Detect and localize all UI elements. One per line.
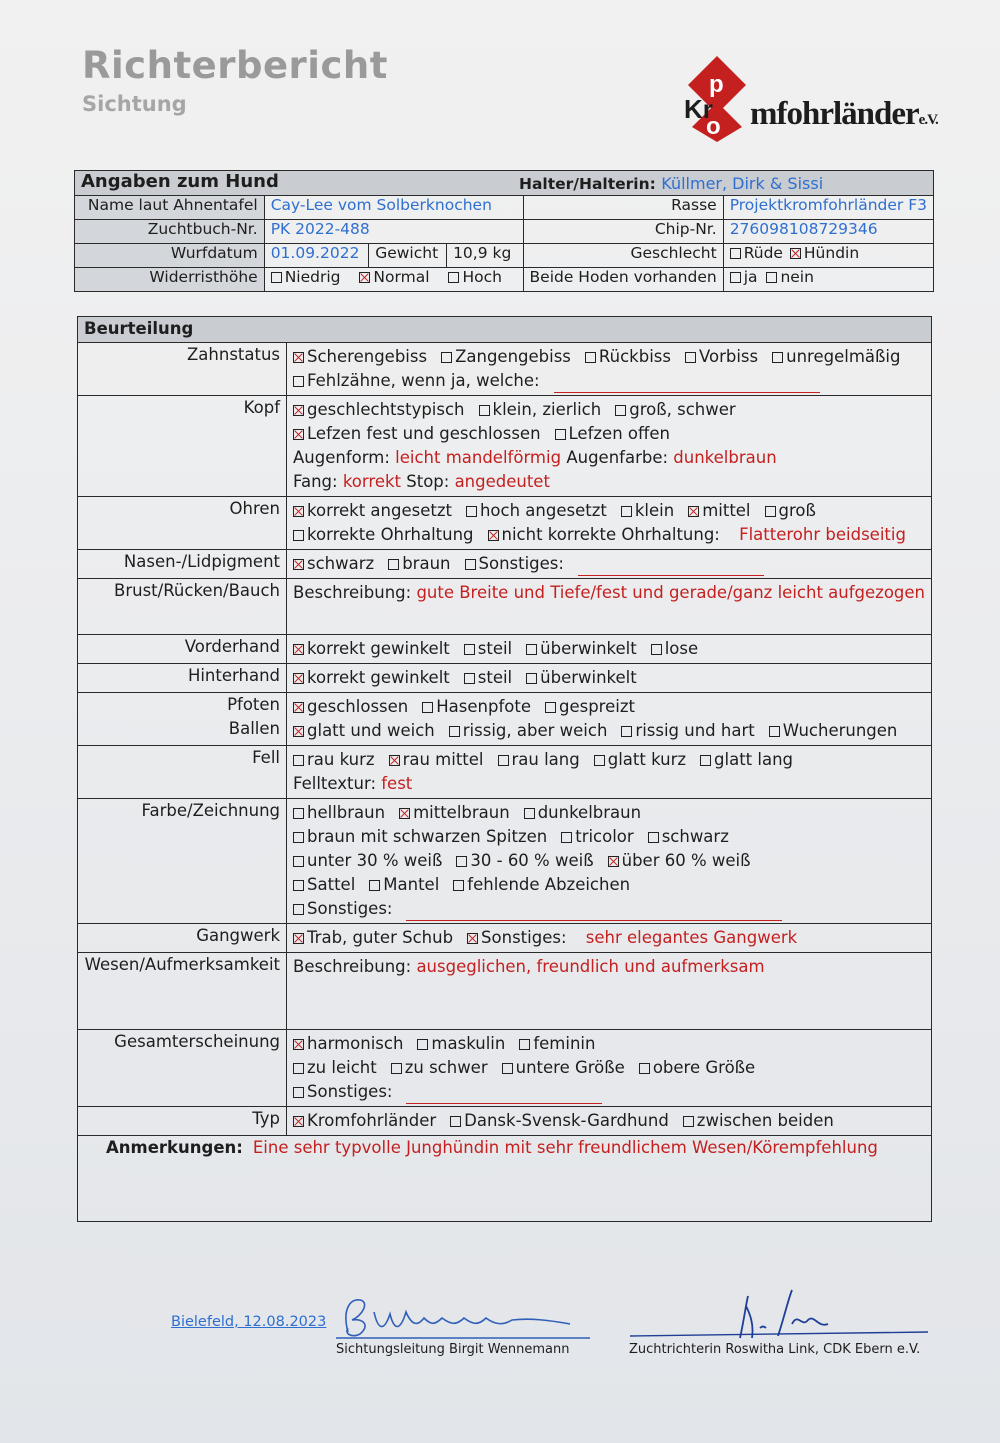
checkbox[interactable] [449, 726, 460, 737]
assessment-row-values [287, 343, 932, 396]
assessment-row [78, 497, 932, 550]
assessment-line [293, 1109, 925, 1133]
assessment-line [293, 926, 925, 950]
checkbox[interactable] [388, 559, 399, 570]
assessment-row-label [78, 579, 287, 635]
checkbox[interactable] [293, 644, 304, 655]
checkbox[interactable] [441, 352, 452, 363]
assessment-line [293, 979, 925, 1003]
checkbox[interactable] [594, 755, 605, 766]
checkbox-label: Kromfohrländer [307, 1111, 437, 1130]
checkbox[interactable] [293, 352, 304, 363]
field-value: leicht mandelförmig [395, 448, 562, 467]
checkbox[interactable] [502, 1063, 513, 1074]
checkbox-label: maskulin [431, 1034, 506, 1053]
row-label-text: Farbe/Zeichnung [141, 801, 281, 820]
assessment-line [293, 523, 925, 547]
option-niedrig-label: Niedrig [284, 268, 341, 286]
checkbox-label: zu leicht [307, 1058, 377, 1077]
blank-answer-line [554, 378, 820, 393]
checkbox[interactable] [465, 559, 476, 570]
remarks-cell [78, 1136, 932, 1222]
checkbox-label: braun [402, 554, 451, 573]
remarks-label: Anmerkungen: [106, 1138, 243, 1157]
checkbox[interactable] [369, 880, 380, 891]
checkbox[interactable] [615, 405, 626, 416]
checkbox[interactable] [293, 933, 304, 944]
signature-caption-2: Zuchtrichterin Roswitha Link, CDK Ebern e.V. [629, 1342, 921, 1357]
checkbox[interactable] [293, 880, 304, 891]
checkbox-label: geschlechtstypisch [307, 400, 465, 419]
page-subtitle: Sichtung [82, 92, 187, 116]
field-label: Augenfarbe: [561, 448, 674, 467]
row-label-text: Brust/Rücken/Bauch [114, 581, 281, 600]
assessment-row-values [287, 953, 932, 1030]
field-value: gute Breite und Tiefe/fest und gerade/ganz leicht aufgezogen [416, 583, 925, 602]
assessment-row-values [287, 579, 932, 635]
assessment-line [293, 897, 925, 921]
assessment-row [78, 1107, 932, 1136]
assessment-row [78, 953, 932, 1030]
option-hoch-label: Hoch [462, 268, 502, 286]
checkbox-label: überwinkelt [540, 639, 637, 658]
row-label-text: Vorderhand [184, 637, 281, 656]
checkbox-label: steil [477, 639, 513, 658]
zuchtbuch-label: Zuchtbuch-Nr. [75, 220, 265, 244]
zuchtbuch-value: PK 2022-488 [264, 220, 523, 244]
remarks-value: Eine sehr typvolle Junghündin mit sehr freundlichem Wesen/Körempfehlung [252, 1138, 878, 1157]
assessment-line [293, 499, 925, 523]
checkbox-label: mittel [702, 501, 751, 520]
checkbox[interactable] [479, 405, 490, 416]
checkbox[interactable] [293, 808, 304, 819]
checkbox[interactable] [422, 702, 433, 713]
assessment-row [78, 1030, 932, 1107]
field-value: angedeutet [454, 472, 550, 491]
assessment-row [78, 924, 932, 953]
checkbox-label: untere Größe [515, 1058, 625, 1077]
row-label-text: Typ [252, 1109, 281, 1128]
field-value: sehr elegantes Gangwerk [580, 928, 798, 947]
checkbox-label: Sonstiges: [307, 1082, 393, 1101]
checkbox-label: Mantel [383, 875, 440, 894]
assessment-line [293, 801, 925, 825]
hoden-label: Beide Hoden vorhanden [523, 268, 723, 292]
checkbox[interactable] [293, 1063, 304, 1074]
checkbox-label: Lefzen offen [568, 424, 670, 443]
assessment-line [293, 719, 925, 743]
field-label: Felltextur: [293, 774, 382, 793]
field-value: ausgeglichen, freundlich und aufmerksam [416, 957, 765, 976]
checkbox[interactable] [453, 880, 464, 891]
assessment-line [293, 1032, 925, 1056]
row-label-text: Wesen/Aufmerksamkeit [84, 955, 281, 974]
wurfdatum-value: 01.09.2022 [264, 244, 369, 268]
checkbox[interactable] [651, 644, 662, 655]
chip-value: 276098108729346 [723, 220, 933, 244]
geschlecht-label: Geschlecht [523, 244, 723, 268]
checkbox-label: Fehlzähne, wenn ja, welche: [307, 371, 540, 390]
field-label: Beschreibung: [293, 957, 417, 976]
checkbox-label: glatt kurz [607, 750, 687, 769]
assessment-row-label [78, 1107, 287, 1136]
assessment-row-values [287, 497, 932, 550]
signature-link [628, 1284, 932, 1346]
assessment-row-values [287, 693, 932, 746]
checkbox-label: schwarz [661, 827, 729, 846]
rasse-label: Rasse [523, 196, 723, 220]
assessment-row-values [287, 635, 932, 664]
dog-info-header [75, 171, 934, 196]
row-label-text: Ohren [229, 499, 281, 518]
assessment-line [293, 748, 925, 772]
checkbox[interactable] [293, 1087, 304, 1098]
checkbox[interactable] [293, 904, 304, 915]
checkbox[interactable] [293, 506, 304, 517]
checkbox[interactable] [488, 530, 499, 541]
blank-answer-line [578, 561, 764, 576]
checkbox[interactable] [293, 726, 304, 737]
checkbox[interactable] [391, 1063, 402, 1074]
chip-label: Chip-Nr. [523, 220, 723, 244]
row-label-text: Kopf [243, 398, 281, 417]
checkbox[interactable] [639, 1063, 650, 1074]
checkbox-label: tricolor [575, 827, 634, 846]
assessment-line [293, 398, 925, 422]
assessment-line [293, 1080, 925, 1104]
option-huendin-label: Hündin [803, 244, 860, 262]
checkbox-label: korrekte Ohrhaltung [307, 525, 474, 544]
checkbox[interactable] [621, 726, 632, 737]
checkbox[interactable] [498, 755, 509, 766]
checkbox-ja[interactable] [730, 272, 741, 283]
widerrist-options [264, 268, 523, 292]
blank-answer-line [406, 906, 782, 921]
hoden-options [723, 268, 933, 292]
name-value: Cay-Lee vom Solberknochen [264, 196, 523, 220]
assessment-row [78, 396, 932, 497]
checkbox[interactable] [526, 644, 537, 655]
checkbox[interactable] [765, 506, 776, 517]
checkbox[interactable] [464, 644, 475, 655]
assessment-line [293, 1003, 925, 1027]
checkbox[interactable] [685, 352, 696, 363]
checkbox[interactable] [700, 755, 711, 766]
assessment-row-label [78, 343, 287, 396]
wurfdatum-label: Wurfdatum [75, 244, 265, 268]
checkbox-label: groß [778, 501, 816, 520]
checkbox[interactable] [389, 755, 400, 766]
assessment-row-label [78, 497, 287, 550]
assessment-row [78, 664, 932, 693]
checkbox-label: Sonstiges: [478, 554, 564, 573]
checkbox[interactable] [417, 1039, 428, 1050]
checkbox-label: dunkelbraun [537, 803, 642, 822]
checkbox[interactable] [293, 376, 304, 387]
row-label-text: Fell [252, 748, 281, 767]
row-label-text: Ballen [228, 719, 281, 738]
checkbox[interactable] [526, 673, 537, 684]
checkbox[interactable] [293, 429, 304, 440]
checkbox-label: glatt und weich [307, 721, 435, 740]
assessment-line [293, 637, 925, 661]
checkbox-label: braun mit schwarzen Spitzen [307, 827, 548, 846]
checkbox[interactable] [769, 726, 780, 737]
checkbox-label: steil [477, 668, 513, 687]
option-nein-label: nein [780, 268, 814, 286]
checkbox-label: nicht korrekte Ohrhaltung: [501, 525, 720, 544]
assessment-row [78, 550, 932, 579]
checkbox-label: zu schwer [404, 1058, 488, 1077]
checkbox[interactable] [450, 1116, 461, 1127]
assessment-line [293, 772, 925, 796]
field-value: korrekt [342, 472, 401, 491]
checkbox-label: über 60 % weiß [621, 851, 751, 870]
checkbox[interactable] [545, 702, 556, 713]
checkbox-label: korrekt gewinkelt [307, 668, 450, 687]
row-label-text: Pfoten [227, 695, 281, 714]
assessment-line [293, 666, 925, 690]
checkbox[interactable] [293, 856, 304, 867]
signature-wennemann [334, 1290, 594, 1346]
assessment-row-label [78, 1030, 287, 1107]
blank-answer-line [406, 1089, 602, 1104]
assessment-line [293, 345, 925, 369]
checkbox-label: rau kurz [307, 750, 375, 769]
checkbox-label: harmonisch [307, 1034, 404, 1053]
logo-letters-kr: Kr [684, 94, 713, 124]
assessment-row-values [287, 664, 932, 693]
option-normal-label: Normal [373, 268, 430, 286]
gewicht-label: Gewicht [369, 244, 447, 268]
checkbox-ruede[interactable] [730, 248, 741, 259]
assessment-line [293, 695, 925, 719]
assessment-row-label [78, 953, 287, 1030]
checkbox-label: hellbraun [307, 803, 386, 822]
checkbox-niedrig[interactable] [271, 272, 282, 283]
checkbox-label: gespreizt [558, 697, 635, 716]
logo-letter-o: o [706, 113, 721, 140]
checkbox[interactable] [293, 1116, 304, 1127]
row-label-text: Zahnstatus [186, 345, 281, 364]
field-value: dunkelbraun [673, 448, 777, 467]
assessment-row-label [78, 693, 287, 746]
checkbox-label: schwarz [307, 554, 375, 573]
assessment-row-values [287, 1107, 932, 1136]
checkbox-label: korrekt angesetzt [307, 501, 452, 520]
assessment-line [293, 581, 925, 605]
checkbox-label: rissig und hart [635, 721, 755, 740]
assessment-row-values [287, 924, 932, 953]
assessment-line [293, 825, 925, 849]
kromfohrlaender-logo-mark [684, 54, 750, 144]
field-value: fest [381, 774, 413, 793]
logo-letter-p: p [709, 71, 724, 98]
checkbox-label: klein [634, 501, 675, 520]
dog-info-table [74, 170, 934, 292]
checkbox[interactable] [608, 856, 619, 867]
checkbox[interactable] [621, 506, 632, 517]
assessment-row-values [287, 550, 932, 579]
checkbox[interactable] [293, 405, 304, 416]
checkbox-label: Vorbiss [698, 347, 759, 366]
checkbox[interactable] [772, 352, 783, 363]
checkbox-label: lose [664, 639, 699, 658]
checkbox[interactable] [688, 506, 699, 517]
assessment-row-values [287, 1030, 932, 1107]
checkbox[interactable] [293, 1039, 304, 1050]
checkbox-label: unter 30 % weiß [307, 851, 443, 870]
checkbox-label: obere Größe [652, 1058, 756, 1077]
field-label: Beschreibung: [293, 583, 417, 602]
page-title: Richterbericht [82, 44, 388, 87]
assessment-header: Beurteilung [78, 317, 932, 343]
assessment-row [78, 693, 932, 746]
logo-text: mfohrländer [750, 96, 919, 132]
dog-section-title: Angaben zum Hund [81, 171, 279, 192]
checkbox-label: klein, zierlich [492, 400, 602, 419]
assessment-row-label [78, 550, 287, 579]
assessment-row [78, 343, 932, 396]
field-label: Augenform: [293, 448, 396, 467]
widerrist-label: Widerristhöhe [75, 268, 265, 292]
logo-wordmark [750, 96, 938, 133]
assessment-line [293, 552, 925, 576]
checkbox-normal[interactable] [359, 272, 370, 283]
owner-row [519, 174, 823, 193]
checkbox-label: Hasenpfote [436, 697, 531, 716]
checkbox[interactable] [555, 429, 566, 440]
remarks-row [78, 1136, 932, 1222]
checkbox[interactable] [467, 933, 478, 944]
signature-caption-1: Sichtungsleitung Birgit Wennemann [336, 1342, 570, 1357]
checkbox-label: geschlossen [307, 697, 409, 716]
checkbox[interactable] [519, 1039, 530, 1050]
checkbox[interactable] [466, 506, 477, 517]
checkbox-label: unregelmäßig [786, 347, 901, 366]
checkbox-label: Zangengebiss [455, 347, 571, 366]
checkbox[interactable] [561, 832, 572, 843]
checkbox[interactable] [524, 808, 535, 819]
checkbox[interactable] [683, 1116, 694, 1127]
assessment-row [78, 799, 932, 924]
option-ruede-label: Rüde [743, 244, 783, 262]
assessment-line [293, 849, 925, 873]
checkbox-label: hoch angesetzt [479, 501, 607, 520]
row-label-text: Gesamterscheinung [114, 1032, 281, 1051]
name-label: Name laut Ahnentafel [75, 196, 265, 220]
field-label: Stop: [401, 472, 455, 491]
assessment-row-values [287, 396, 932, 497]
assessment-row-label [78, 924, 287, 953]
checkbox-label: korrekt gewinkelt [307, 639, 450, 658]
checkbox[interactable] [293, 673, 304, 684]
checkbox-label: Scherengebiss [307, 347, 428, 366]
checkbox[interactable] [456, 856, 467, 867]
rasse-value: Projektkromfohrländer F3 [723, 196, 933, 220]
assessment-row-label [78, 799, 287, 924]
checkbox[interactable] [293, 755, 304, 766]
field-label: Fang: [293, 472, 343, 491]
assessment-row [78, 746, 932, 799]
checkbox[interactable] [464, 673, 475, 684]
assessment-row-values [287, 799, 932, 924]
checkbox-hoch[interactable] [448, 272, 459, 283]
checkbox-label: Sonstiges: [481, 928, 567, 947]
row-label-text: Gangwerk [196, 926, 281, 945]
assessment-row-values [287, 746, 932, 799]
checkbox-label: Trab, guter Schub [307, 928, 454, 947]
assessment-line [293, 369, 925, 393]
checkbox[interactable] [293, 702, 304, 713]
assessment-line [293, 955, 925, 979]
checkbox[interactable] [585, 352, 596, 363]
checkbox-label: rau mittel [402, 750, 484, 769]
checkbox-label: Sonstiges: [307, 899, 393, 918]
owner-value: Küllmer, Dirk & Sissi [661, 174, 824, 193]
checkbox-label: Dansk-Svensk-Gardhund [464, 1111, 669, 1130]
checkbox[interactable] [293, 832, 304, 843]
row-label-text: Hinterhand [187, 666, 281, 685]
field-value: Flatterohr beidseitig [733, 525, 906, 544]
assessment-line [293, 605, 925, 629]
gewicht-value: 10,9 kg [447, 244, 523, 268]
place-date: Bielefeld, 12.08.2023 [171, 1314, 327, 1330]
geschlecht-options [723, 244, 933, 268]
assessment-table [77, 316, 932, 1222]
assessment-row-label [78, 396, 287, 497]
owner-label: Halter/Halterin: [519, 175, 656, 193]
checkbox[interactable] [293, 559, 304, 570]
option-ja-label: ja [743, 268, 758, 286]
checkbox-label: 30 - 60 % weiß [470, 851, 594, 870]
checkbox-label: feminin [533, 1034, 596, 1053]
checkbox-label: groß, schwer [629, 400, 736, 419]
checkbox-label: überwinkelt [540, 668, 637, 687]
checkbox-label: zwischen beiden [696, 1111, 834, 1130]
checkbox-label: mittelbraun [413, 803, 510, 822]
assessment-line [293, 422, 925, 446]
assessment-row [78, 579, 932, 635]
assessment-line [293, 873, 925, 897]
checkbox-label: Lefzen fest und geschlossen [307, 424, 541, 443]
checkbox-label: glatt lang [714, 750, 794, 769]
checkbox-label: rau lang [511, 750, 580, 769]
assessment-row-label [78, 664, 287, 693]
assessment-row-label [78, 746, 287, 799]
checkbox-label: Rückbiss [598, 347, 671, 366]
assessment-row-label [78, 635, 287, 664]
row-label-text: Nasen-/Lidpigment [123, 552, 281, 571]
logo-suffix: e.V. [918, 112, 938, 128]
checkbox-nein[interactable] [766, 272, 777, 283]
assessment-line [293, 446, 925, 470]
checkbox[interactable] [293, 530, 304, 541]
assessment-row [78, 635, 932, 664]
checkbox[interactable] [399, 808, 410, 819]
checkbox-label: fehlende Abzeichen [467, 875, 631, 894]
checkbox-label: rissig, aber weich [462, 721, 608, 740]
checkbox-label: Sattel [307, 875, 356, 894]
checkbox[interactable] [648, 832, 659, 843]
assessment-line [293, 470, 925, 494]
checkbox-huendin[interactable] [790, 248, 801, 259]
checkbox-label: Wucherungen [782, 721, 898, 740]
assessment-line [293, 1056, 925, 1080]
